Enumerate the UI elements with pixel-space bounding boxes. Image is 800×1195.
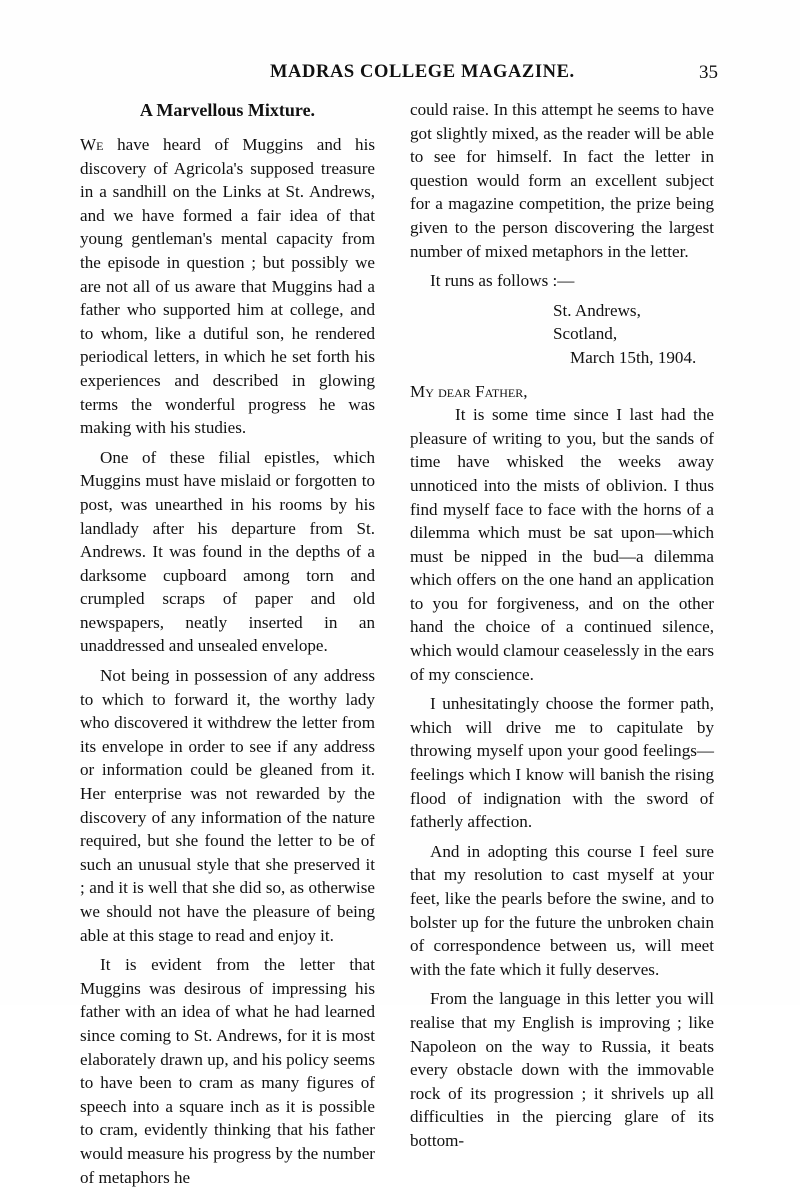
opening-small-caps: We bbox=[80, 135, 104, 154]
paragraph-3: Not being in possession of any address to which to forward it, the worthy lady who discovered it withdrew the letter from its envelope in order to see if any address or information could be gleaned from it. Her enterprise was not rewarded by the discovery of any information of the nature required, but she found the letter to be of such an unusual style that she preserved it ; and it is well that she did so, as otherwise we should not have the pleasure of being able at this stage to read and enjoy it. bbox=[80, 666, 375, 945]
paragraph-1 bbox=[80, 133, 375, 440]
letter-address bbox=[410, 299, 714, 370]
paragraph-runs-as-follows: It runs as follows :— bbox=[430, 271, 575, 291]
left-column bbox=[80, 98, 375, 1195]
right-column bbox=[410, 98, 714, 1159]
paragraph-1-text: have heard of Muggins and his discovery of Agricola's supposed treasure in a sandhill on the Links at St. Andrews, and we have formed a fair idea of that young gentleman's mental capacity from the episode in question ; but possibly we are not all of us aware that Muggins had a father who supported him at college, and to whom, like a dutiful son, he rendered periodical letters, in which he set forth his experiences and described in glowing terms the wonderful progress he was making with his studies. bbox=[80, 135, 375, 438]
running-title: MADRAS COLLEGE MAGAZINE. bbox=[270, 62, 575, 82]
page-number: 35 bbox=[699, 62, 718, 83]
address-line-1: St. Andrews, bbox=[553, 300, 641, 320]
article-title: A Marvellous Mixture. bbox=[139, 100, 316, 120]
address-line-3: March 15th, 1904. bbox=[570, 347, 697, 367]
address-line-2: Scotland, bbox=[553, 324, 618, 344]
letter-paragraph-4: From the language in this letter you will realise that my English is improving ; like Napoleon on the way to Russia, it beats every obstacle down with the immovable rock of its progression ; it shrivels up all difficulties in the piercing glare of its bottom- bbox=[410, 989, 714, 1150]
letter-salutation: My dear Father, bbox=[410, 381, 528, 401]
letter-paragraph-1: It is some time since I last had the pleasure of writing to you, but the sands of time have whisked the weeks away unnoticed into the mists of oblivion. I thus find myself face to face with the horns of a dilemma which must be sat upon—which must be nipped in the bud—a dilemma which offers on the one hand an application to you for forgiveness, and on the other hand the choice of a continued silence, which would clamour ceaselessly in the ears of my conscience. bbox=[410, 405, 714, 684]
paragraph-continued: could raise. In this attempt he seems to have got slightly mixed, as the reader will be able to see for himself. In fact the letter in question would form an excellent subject for a magazine competition, the prize being given to the person discovering the largest number of mixed metaphors in the letter. bbox=[410, 100, 714, 261]
paragraph-2: One of these filial epistles, which Muggins must have mislaid or forgotten to post, was unearthed in his rooms by his landlady after his departure from St. Andrews. It was found in the depths of a darksome cupboard among torn and crumpled scraps of paper and old newspapers, neatly inserted in an unaddressed and unsealed envelope. bbox=[80, 447, 375, 656]
letter-paragraph-3: And in adopting this course I feel sure that my resolution to cast myself at your feet, like the pearls before the swine, and to bolster up for the future the unbroken chain of correspondence between us, will meet with the fate which it fully deserves. bbox=[410, 841, 714, 979]
paragraph-4: It is evident from the letter that Muggins was desirous of impressing his father with an idea of what he had learned since coming to St. Andrews, for it is most elaborately drawn up, and his policy seems to have been to cram as many figures of speech into a square inch as it is possible to cram, evidently thinking that his father would measure his progress by the number of metaphors he bbox=[80, 955, 375, 1187]
letter-paragraph-2: I unhesitatingly choose the former path, which will drive me to capitulate by throwing myself upon your good feelings—feelings which I know will banish the rising flood of indignation with the sword of fatherly affection. bbox=[410, 694, 714, 832]
